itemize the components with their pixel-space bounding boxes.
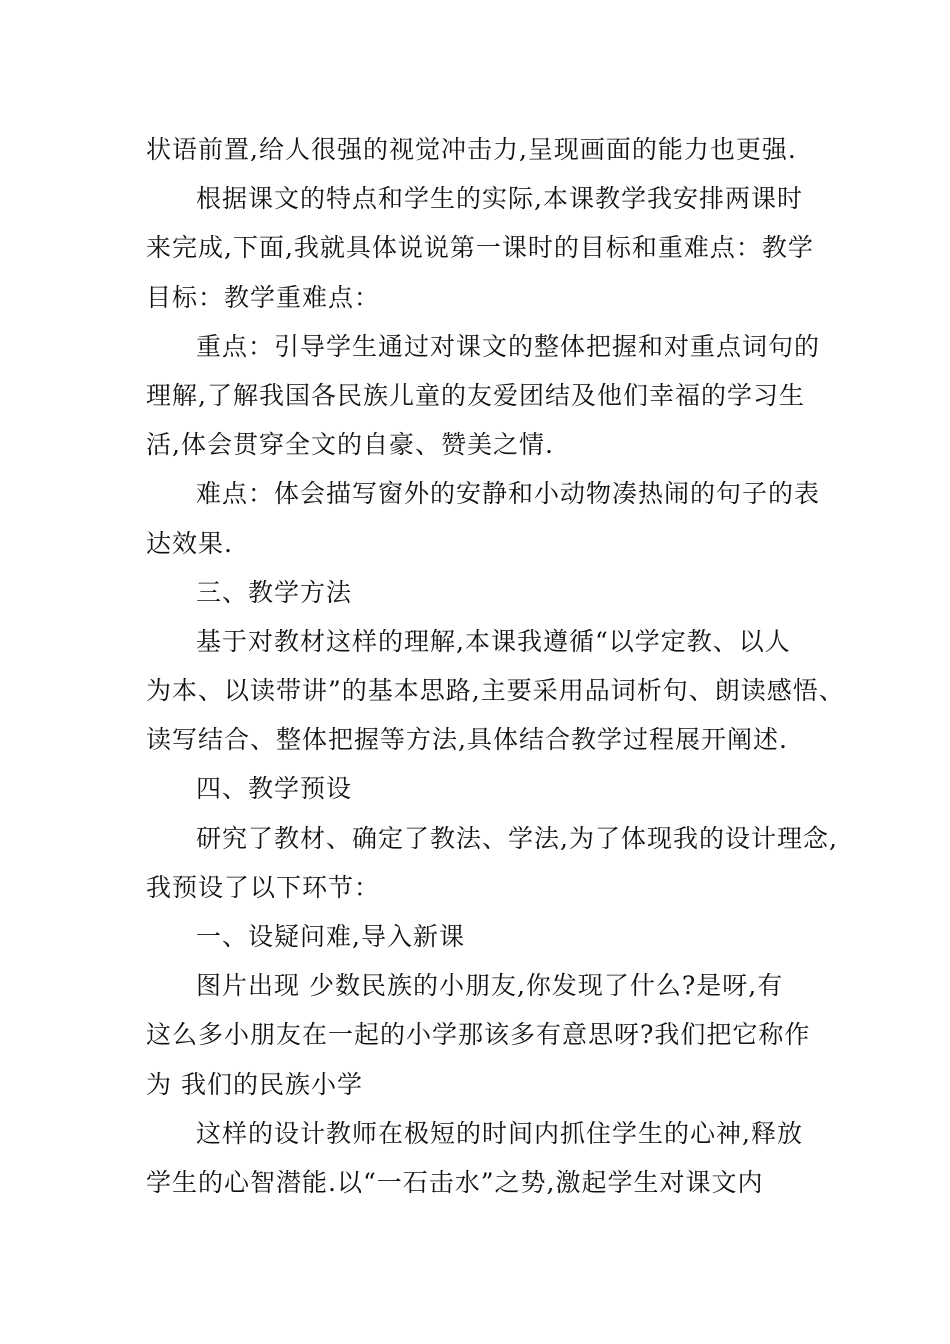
text-line: 达效果.: [146, 528, 233, 558]
text-line: 来完成,下面,我就具体说说第一课时的目标和重难点：教学: [146, 233, 814, 263]
text-line: 难点：体会描写窗外的安静和小动物凑热闹的句子的表: [196, 479, 821, 509]
text-line: 理解,了解我国各民族儿童的友爱团结及他们幸福的学习生: [146, 380, 805, 410]
section-heading: 三、教学方法: [196, 577, 353, 607]
section-heading: 四、教学预设: [196, 774, 353, 804]
document-page: [146, 125, 845, 1207]
text-line: 这么多小朋友在一起的小学那该多有意思呀?我们把它称作: [146, 1020, 811, 1050]
text-line: 重点：引导学生通过对课文的整体把握和对重点词句的: [196, 331, 821, 361]
text-line: 为 我们的民族小学: [146, 1069, 363, 1099]
text-line: 研究了教材、确定了教法、学法,为了体现我的设计理念,: [196, 823, 838, 853]
text-line: 图片出现 少数民族的小朋友,你发现了什么?是呀,有: [196, 971, 784, 1001]
section-heading: 一、设疑问难,导入新课: [196, 922, 465, 951]
text-line: 基于对教材这样的理解,本课我遵循“以学定教、以人: [196, 626, 791, 656]
text-line: 读写结合、整体把握等方法,具体结合教学过程展开阐述.: [146, 725, 788, 755]
text-line: 我预设了以下环节：: [146, 872, 381, 902]
text-line: 为本、以读带讲”的基本思路,主要采用品词析句、朗读感悟、: [146, 676, 845, 706]
text-line: 根据课文的特点和学生的实际,本课教学我安排两课时: [196, 184, 803, 214]
text-line: 状语前置,给人很强的视觉冲击力,呈现画面的能力也更强.: [146, 135, 797, 164]
text-line: 这样的设计教师在极短的时间内抓住学生的心神,释放: [196, 1118, 803, 1148]
text-line: 学生的心智潜能.以“一石击水”之势,激起学生对课文内: [146, 1167, 764, 1197]
text-line: 目标：教学重难点：: [146, 282, 381, 312]
text-line: 活,体会贯穿全文的自豪、赞美之情.: [146, 430, 554, 460]
